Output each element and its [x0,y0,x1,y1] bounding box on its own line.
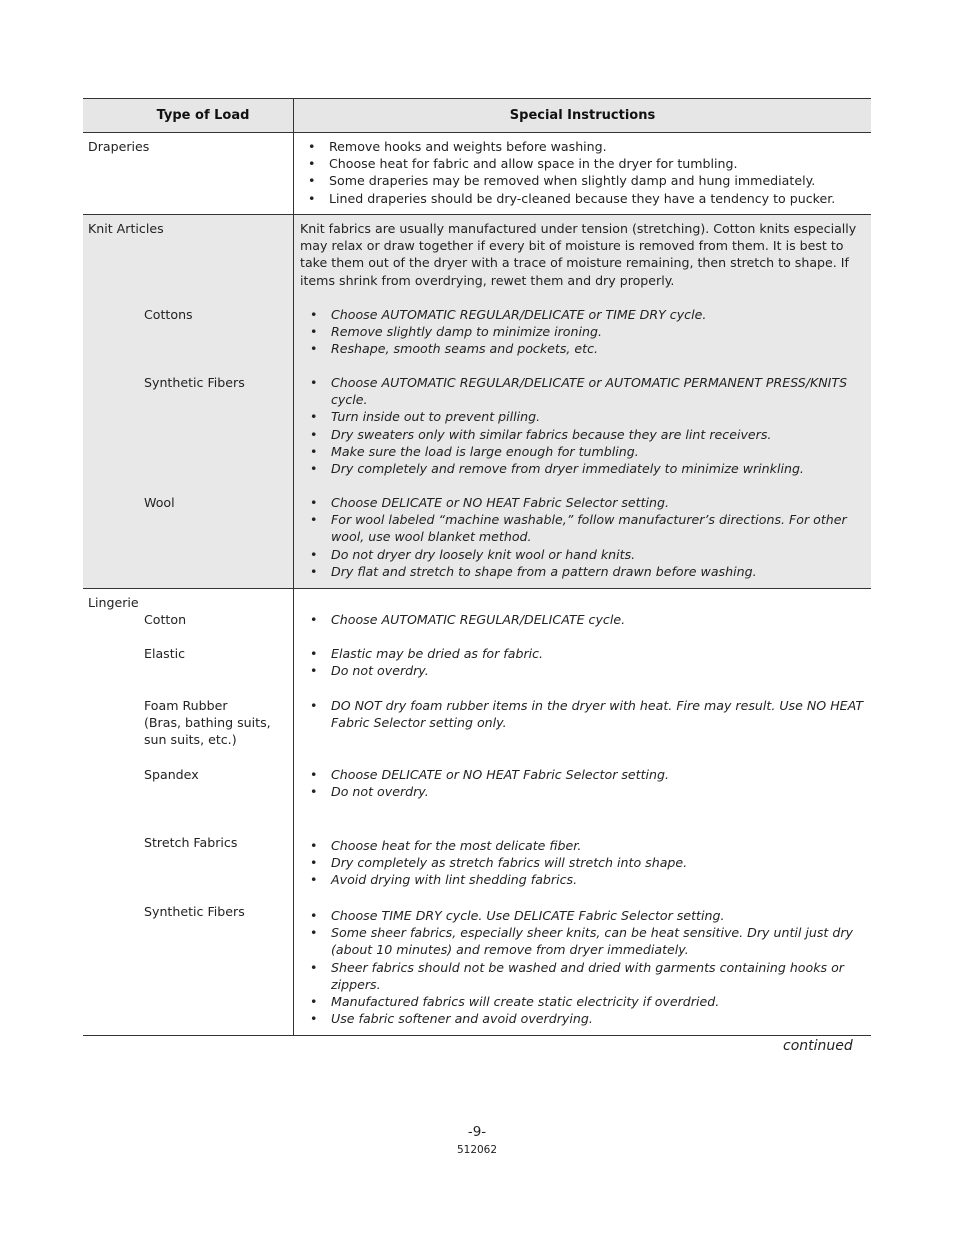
label-lingerie-elastic: Elastic [144,646,186,661]
list-item: • Sheer fabrics should not be washed and dried with garments containing hooks or zippers. [297,959,869,993]
list-item: • Do not overdry. [297,662,869,679]
label-lingerie-stretch: Stretch Fabrics [144,835,238,850]
list-item: • Elastic may be dried as for fabric. [297,645,869,662]
knit-intro-paragraph: Knit fabrics are usually manufactured under tension (stretching). Cotton knits especially may relax or draw together if every bit of moisture is removed from them. It is best to take them out of the dryer with a trace of moisture remaining, then stretch to shape. If items shrink from overdrying, rewet them and dry properly. [300,221,857,288]
foam-label-line: sun suits, etc.) [144,732,237,748]
list-item: • Dry sweaters only with similar fabrics because they are lint receivers. [297,426,869,443]
foam-label-line: Foam Rubber [144,698,228,713]
lingerie-stretch-bullets [297,837,869,889]
page-number: -9- [467,1124,487,1140]
label-knit-wool: Wool [144,495,175,510]
foam-label-line: (Bras, bathing suits, [144,715,271,731]
list-item: • Choose AUTOMATIC REGULAR/DELICATE or TIME DRY cycle. [297,306,869,323]
label-lingerie-spandex: Spandex [144,767,199,782]
list-item: • Do not overdry. [297,783,869,800]
table-header-row [83,99,871,133]
list-item: • Choose DELICATE or NO HEAT Fabric Selector setting. [297,494,869,511]
knit-wool-bullets [297,494,869,580]
list-item: • DO NOT dry foam rubber items in the dryer with heat. Fire may result. Use NO HEAT Fabric Selector setting only. [297,697,869,731]
document-code: 512062 [456,1144,498,1156]
lingerie-foam-bullets [297,697,869,731]
list-item: • Dry flat and stretch to shape from a pattern drawn before washing. [297,563,869,580]
list-item: • Reshape, smooth seams and pockets, etc. [297,340,869,357]
fabric-care-table [83,98,871,1036]
label-knit-cottons: Cottons [144,307,193,322]
list-item: • Make sure the load is large enough for tumbling. [297,443,869,460]
label-knit-synthetic: Synthetic Fibers [144,375,245,390]
lingerie-synthetic-bullets [297,907,869,1027]
list-item: • Remove hooks and weights before washing. [295,138,865,155]
list-item: • Choose DELICATE or NO HEAT Fabric Selector setting. [297,766,869,783]
header-special-instructions: Special Instructions [509,108,656,123]
table-row-lingerie [83,589,871,1035]
header-type-of-load: Type of Load [83,99,294,132]
list-item: • Choose heat for fabric and allow space in the dryer for tumbling. [295,155,865,172]
table-row-knit-articles [83,215,871,589]
lingerie-spandex-bullets [297,766,869,800]
label-lingerie: Lingerie [88,595,139,610]
list-item: • Manufactured fabrics will create static electricity if overdried. [297,993,869,1010]
label-knit-articles: Knit Articles [88,221,164,236]
list-item: • For wool labeled “machine washable,” follow manufacturer’s directions. For other wool, use wool blanket method. [297,511,869,545]
list-item: • Do not dryer dry loosely knit wool or hand knits. [297,546,869,563]
knit-cottons-bullets [297,306,869,358]
list-item: • Choose AUTOMATIC REGULAR/DELICATE cycle. [297,611,869,628]
list-item: • Choose AUTOMATIC REGULAR/DELICATE or AUTOMATIC PERMANENT PRESS/KNITS cycle. [297,374,869,408]
knit-synthetic-bullets [297,374,869,477]
list-item: • Choose TIME DRY cycle. Use DELICATE Fabric Selector setting. [297,907,869,924]
list-item: • Use fabric softener and avoid overdrying. [297,1010,869,1027]
table-row-draperies [83,133,871,215]
list-item: • Remove slightly damp to minimize ironing. [297,323,869,340]
list-item: • Turn inside out to prevent pilling. [297,408,869,425]
label-draperies: Draperies [88,139,150,154]
lingerie-elastic-bullets [297,645,869,679]
list-item: • Some draperies may be removed when slightly damp and hung immediately. [295,172,865,189]
continued-note: continued [783,1038,853,1054]
list-item: • Lined draperies should be dry-cleaned because they have a tendency to pucker. [295,190,865,207]
label-lingerie-cotton: Cotton [144,612,187,627]
label-lingerie-foam-rubber [144,697,271,749]
label-lingerie-synthetic: Synthetic Fibers [144,904,245,919]
list-item: • Dry completely as stretch fabrics will stretch into shape. [297,854,869,871]
list-item: • Some sheer fabrics, especially sheer knits, can be heat sensitive. Dry until just dry (about 10 minutes) and remove from dryer immediately. [297,924,869,958]
list-item: • Avoid drying with lint shedding fabrics. [297,871,869,888]
lingerie-cotton-bullets [297,611,869,628]
draperies-bullets [295,138,865,207]
list-item: • Choose heat for the most delicate fiber. [297,837,869,854]
list-item: • Dry completely and remove from dryer immediately to minimize wrinkling. [297,460,869,477]
